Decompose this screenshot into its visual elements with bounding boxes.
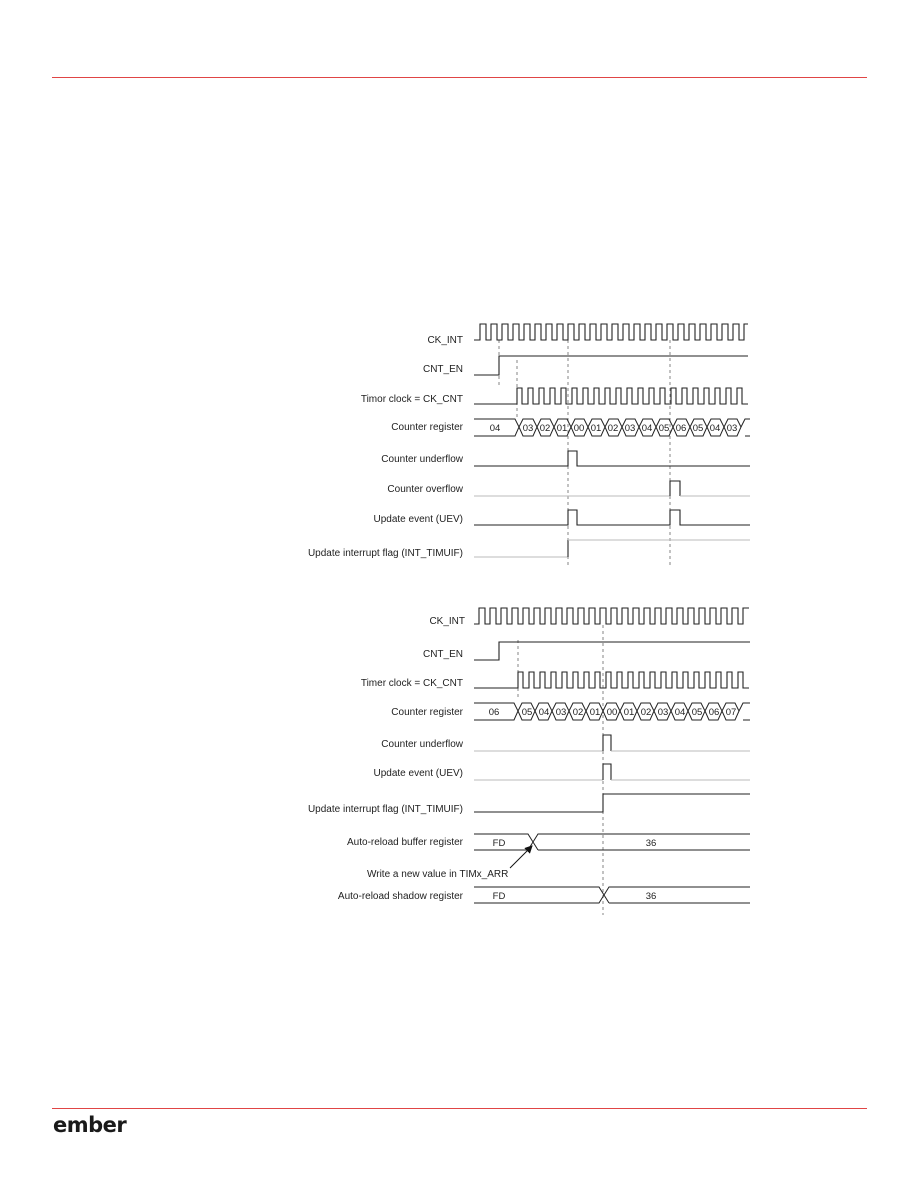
signal-label-cnt-en: CNT_EN — [422, 649, 463, 660]
auto-reload-buffer-bus — [474, 834, 750, 850]
ck-int-waveform-1 — [474, 324, 748, 340]
counter-value: 04 — [489, 423, 501, 434]
signal-label-counter-underflow: Counter underflow — [381, 739, 463, 750]
counter-value: 01 — [556, 423, 568, 434]
counter-value: 06 — [708, 707, 720, 718]
signal-label-timer-clock: Timor clock = CK_CNT — [360, 394, 463, 405]
signal-label-ck-int: CK_INT — [429, 616, 465, 627]
ck-int-waveform-2 — [474, 608, 749, 624]
update-event-waveform-1 — [474, 510, 750, 525]
counter-overflow-pulse-1 — [670, 481, 680, 496]
counter-values-2 — [489, 707, 737, 718]
counter-values-1 — [490, 423, 738, 434]
counter-value: 07 — [725, 707, 737, 718]
counter-underflow-waveform-1 — [474, 451, 750, 466]
counter-value: 02 — [572, 707, 584, 718]
counter-underflow-waveform-2 — [603, 735, 611, 751]
auto-reload-shadow-bus — [474, 887, 750, 903]
counter-value: 00 — [606, 707, 618, 718]
signal-label-update-event: Update event (UEV) — [373, 768, 463, 779]
signal-label-update-event: Update event (UEV) — [373, 514, 463, 525]
cnt-en-waveform-2 — [474, 642, 750, 660]
counter-value: 05 — [521, 707, 533, 718]
update-event-waveform-2 — [603, 764, 611, 780]
counter-value: 04 — [709, 423, 721, 434]
signal-label-auto-reload-shadow: Auto-reload shadow register — [337, 891, 463, 902]
counter-value: 03 — [624, 423, 636, 434]
counter-value: 06 — [488, 707, 500, 718]
counter-value: 00 — [573, 423, 585, 434]
signal-label-ck-int: CK_INT — [427, 335, 463, 346]
counter-value: 03 — [555, 707, 567, 718]
counter-value: 05 — [691, 707, 703, 718]
shadow-value-old: FD — [492, 891, 506, 902]
counter-value: 05 — [692, 423, 704, 434]
counter-value: 01 — [623, 707, 635, 718]
signal-label-interrupt-flag: Update interrupt flag (INT_TIMUIF) — [307, 548, 463, 559]
footer-rule — [52, 1108, 867, 1109]
signal-label-counter-register: Counter register — [391, 422, 463, 433]
signal-label-counter-underflow: Counter underflow — [381, 454, 463, 465]
signal-label-counter-register: Counter register — [391, 707, 463, 718]
counter-value: 02 — [607, 423, 619, 434]
counter-value: 03 — [726, 423, 738, 434]
annotation-text: Write a new value in TIMx_ARR — [367, 869, 509, 880]
timing-diagram-2 — [308, 608, 750, 915]
counter-value: 01 — [590, 423, 602, 434]
guide-lines-2 — [518, 625, 603, 915]
signal-label-auto-reload-buffer: Auto-reload buffer register — [347, 837, 463, 848]
signal-label-cnt-en: CNT_EN — [422, 364, 463, 375]
counter-value: 02 — [539, 423, 551, 434]
signal-label-timer-clock: Timer clock = CK_CNT — [360, 678, 463, 689]
ember-logo: ember — [53, 1113, 127, 1137]
shadow-value-new: 36 — [645, 891, 657, 902]
interrupt-flag-waveform-2 — [474, 794, 750, 812]
counter-value: 06 — [675, 423, 687, 434]
cnt-en-waveform-1 — [474, 356, 748, 375]
counter-value: 04 — [641, 423, 653, 434]
ck-cnt-waveform-2 — [474, 672, 749, 688]
buffer-value-old: FD — [492, 838, 506, 849]
counter-value: 04 — [674, 707, 686, 718]
annotation-arrow — [510, 846, 532, 868]
counter-value: 03 — [657, 707, 669, 718]
counter-value: 05 — [658, 423, 670, 434]
guide-lines-1 — [499, 340, 670, 565]
ck-cnt-waveform-1 — [474, 388, 748, 404]
signal-label-counter-overflow: Counter overflow — [387, 484, 463, 495]
signal-label-interrupt-flag: Update interrupt flag (INT_TIMUIF) — [307, 804, 463, 815]
buffer-value-new: 36 — [645, 838, 657, 849]
counter-value: 01 — [589, 707, 601, 718]
timing-diagram-1 — [308, 324, 750, 565]
counter-value: 04 — [538, 707, 550, 718]
counter-value: 03 — [522, 423, 534, 434]
counter-value: 02 — [640, 707, 652, 718]
